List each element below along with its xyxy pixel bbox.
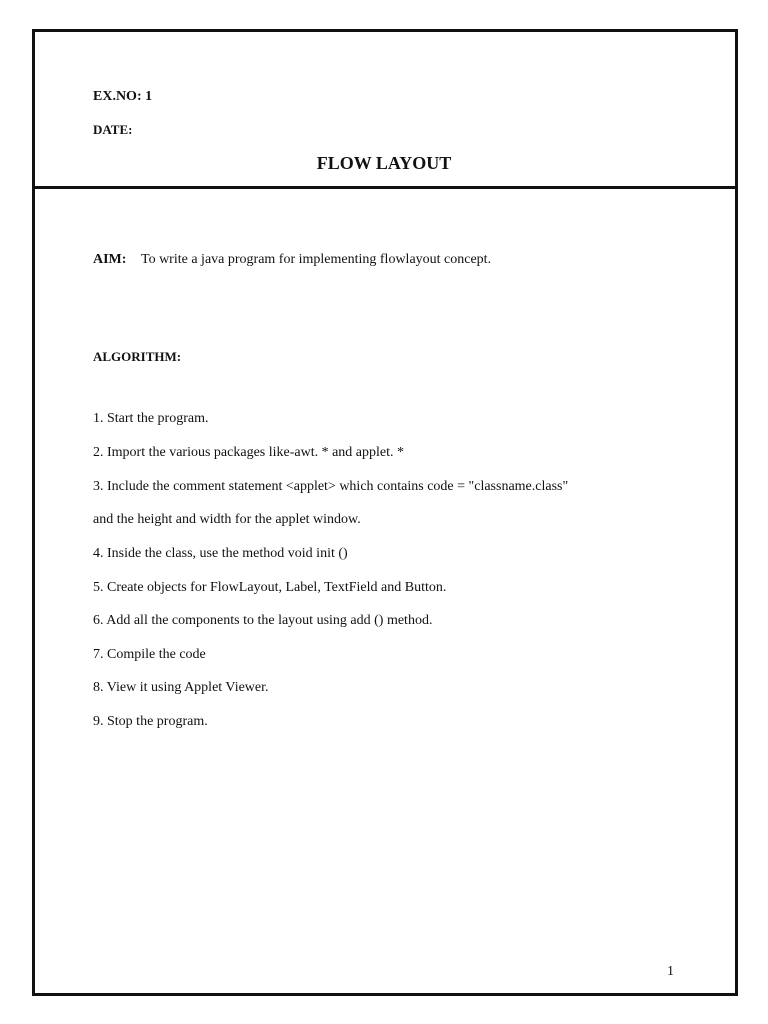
algorithm-step-continuation: and the height and width for the applet window. (93, 512, 361, 527)
algorithm-step: 1. Start the program. (93, 411, 209, 426)
algorithm-step: 5. Create objects for FlowLayout, Label, TextField and Button. (93, 580, 447, 595)
exercise-number: EX.NO: 1 (93, 89, 153, 104)
algorithm-step: 2. Import the various packages like-awt. * and applet. * (93, 445, 405, 460)
algorithm-step: 3. Include the comment statement <applet> which contains code = "classname.class" (93, 479, 569, 494)
algorithm-step: 6. Add all the components to the layout using add () method. (93, 613, 433, 628)
page-title: FLOW LAYOUT (316, 153, 452, 173)
algorithm-step: 9. Stop the program. (93, 714, 208, 729)
aim-text: To write a java program for implementing flowlayout concept. (141, 252, 492, 267)
date-label: DATE: (93, 122, 133, 137)
header-divider (32, 186, 738, 189)
algorithm-step: 8. View it using Applet Viewer. (93, 680, 269, 695)
page-number: 1 (667, 964, 674, 979)
algorithm-step: 7. Compile the code (93, 647, 206, 662)
aim-label: AIM: (93, 252, 127, 267)
algorithm-heading: ALGORITHM: (93, 349, 182, 364)
algorithm-step: 4. Inside the class, use the method void init () (93, 546, 348, 561)
